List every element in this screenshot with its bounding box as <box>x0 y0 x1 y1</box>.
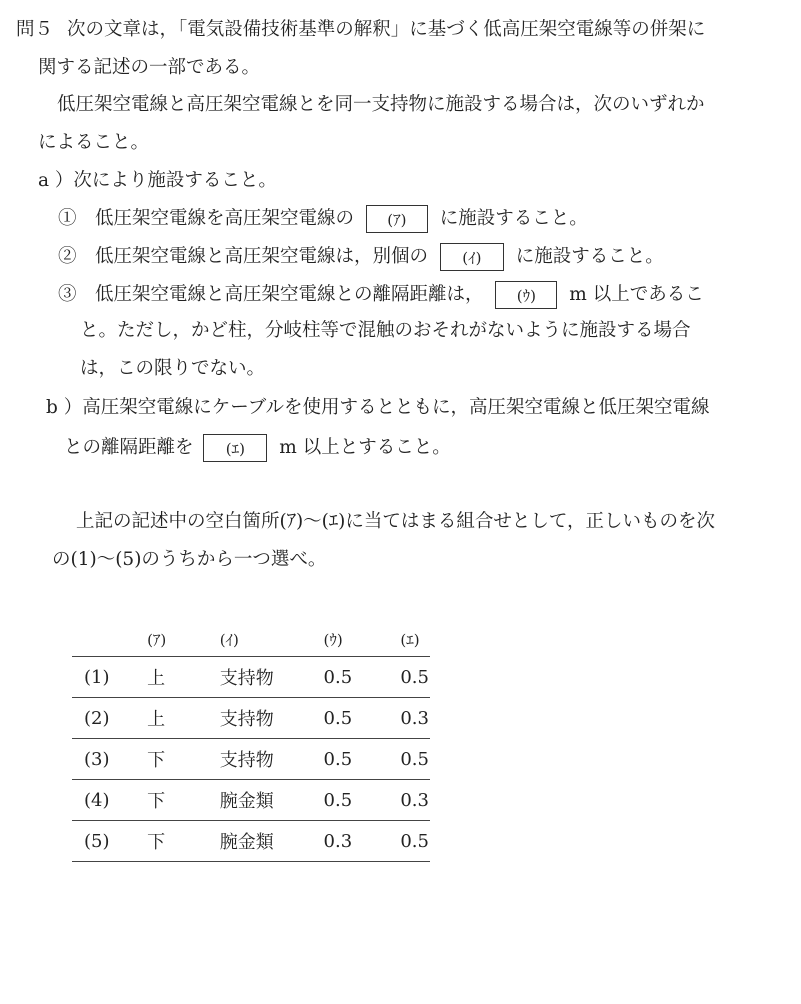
item-a3-text-after: m 以上であるこ <box>569 284 704 305</box>
table-cell: 0.5 <box>323 698 400 739</box>
paragraph-line2: によること。 <box>38 132 150 153</box>
item-a3-line3: は，この限りでない。 <box>80 358 266 379</box>
table-cell: 0.5 <box>323 739 400 780</box>
table-cell: 腕金類 <box>219 780 323 821</box>
item-a3 <box>58 281 704 309</box>
table-cell: 支持物 <box>219 657 323 698</box>
table-row <box>72 698 430 739</box>
table-cell-choice: (4) <box>72 780 146 821</box>
item-a1-text-after: に施設すること。 <box>439 208 588 229</box>
table-cell-choice: (1) <box>72 657 146 698</box>
blank-i-box <box>440 243 504 271</box>
table-cell: 0.3 <box>399 698 430 739</box>
question-number: 問５ <box>16 19 54 40</box>
blank-e-box <box>203 434 267 462</box>
blank-u-box <box>495 281 557 309</box>
table-header-cell: (ｴ) <box>400 630 420 649</box>
table-cell: 支持物 <box>219 739 323 780</box>
item-b-text-after: m 以上とすること。 <box>279 437 451 458</box>
paragraph-line1: 低圧架空電線と高圧架空電線とを同一支持物に施設する場合は，次のいずれか <box>57 94 705 115</box>
item-b-line1: b ）高圧架空電線にケーブルを使用するとともに，高圧架空電線と低圧架空電線 <box>46 397 710 418</box>
item-a1 <box>58 205 588 233</box>
table-cell-choice: (5) <box>72 821 146 862</box>
question-intro-line1 <box>16 18 705 42</box>
instruction-line2: の(1)～(5)のうちから一つ選べ。 <box>52 549 327 570</box>
table-cell: 下 <box>146 780 219 821</box>
table-cell: 上 <box>146 657 219 698</box>
item-a-heading: a ）次により施設すること。 <box>38 170 277 191</box>
table-header-cell: (ｳ) <box>323 630 343 649</box>
item-b-text-before: との離隔距離を <box>64 437 194 458</box>
item-a1-text-before: ① 低圧架空電線を高圧架空電線の <box>58 208 355 229</box>
table-cell: 0.3 <box>323 821 400 862</box>
question-intro-text: 次の文章は，「電気設備技術基準の解釈」に基づく低高圧架空電線等の併架に <box>67 19 706 40</box>
table-cell: 0.5 <box>323 780 400 821</box>
question-intro-line2: 関する記述の一部である。 <box>38 57 261 78</box>
table-cell: 0.5 <box>399 739 430 780</box>
blank-u-label: (ｳ) <box>516 287 537 305</box>
table-row <box>72 780 430 821</box>
table-cell: 上 <box>146 698 219 739</box>
table-header-cell <box>72 622 146 657</box>
table-cell: 腕金類 <box>219 821 323 862</box>
table-cell: 0.3 <box>399 780 430 821</box>
table-row <box>72 739 430 780</box>
blank-a-box <box>366 205 428 233</box>
table-cell-choice: (3) <box>72 739 146 780</box>
blank-e-label: (ｴ) <box>225 440 246 458</box>
item-b-line2 <box>64 434 451 462</box>
table-cell: 0.5 <box>399 657 430 698</box>
table-row <box>72 821 430 862</box>
table-cell: 0.5 <box>323 657 400 698</box>
item-a2 <box>58 243 664 271</box>
table-row <box>72 657 430 698</box>
table-cell: 支持物 <box>219 698 323 739</box>
blank-i-label: (ｲ) <box>462 249 482 267</box>
answer-table-header-row <box>72 622 430 657</box>
blank-a-label: (ｱ) <box>387 211 407 229</box>
table-header-cell: (ｲ) <box>219 630 239 649</box>
table-cell-choice: (2) <box>72 698 146 739</box>
table-cell: 0.5 <box>399 821 430 862</box>
item-a3-line2: と。ただし，かど柱，分岐柱等で混触のおそれがないように施設する場合 <box>80 320 691 341</box>
instruction-line1: 上記の記述中の空白箇所(ｱ)～(ｴ)に当てはまる組合せとして，正しいものを次 <box>76 511 716 532</box>
answer-table <box>72 622 430 862</box>
table-cell: 下 <box>146 739 219 780</box>
table-header-cell: (ｱ) <box>147 630 167 649</box>
item-a2-text-before: ② 低圧架空電線と高圧架空電線は，別個の <box>58 246 429 267</box>
item-a3-text-before: ③ 低圧架空電線と高圧架空電線との離隔距離は， <box>58 284 484 305</box>
item-a2-text-after: に施設すること。 <box>515 246 664 267</box>
table-cell: 下 <box>146 821 219 862</box>
